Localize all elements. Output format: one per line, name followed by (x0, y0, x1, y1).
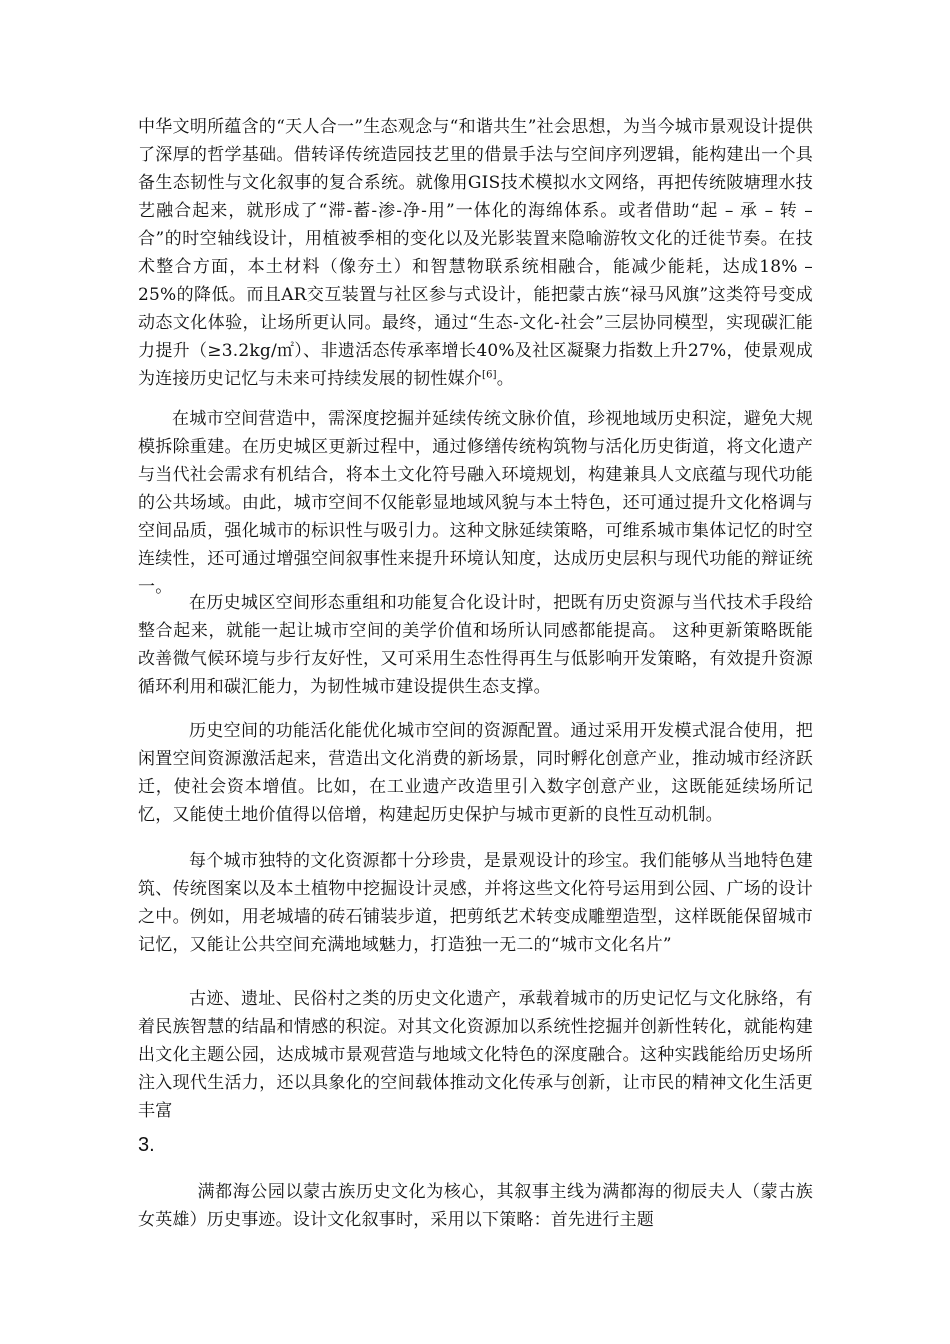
paragraph-6: 古迹、遗址、民俗村之类的历史文化遗产，承载着城市的历史记忆与文化脉络，有着民族智慧的结晶和情感的积淀。对其文化资源加以系统性挖掘并创新性转化，就能构建出文化主题公园，达成城市景观营造与地域文化特色的深度融合。这种实践能给历史场所注入现代生活力，还以具象化的空间载体推动文化传承与创新，让市民的精神文化生活更丰富 (138, 989, 813, 1121)
citation-6: [6] (482, 369, 497, 381)
paragraph-1-text: 中华文明所蕴含的“天人合一”生态观念与“和谐共生”社会思想，为当今城市景观设计提供了深厚的哲学基础。借转译传统造园技艺里的借景手法与空间序列逻辑，能构建出一个具备生态韧性与文化叙事的复合系统。就像用GIS技术模拟水文网络，再把传统陂塘理水技艺融合起来，就形成了“滞-蓄-渗-净-用”一体化的海绵体系。或者借助“起 – 承 – 转 – 合”的时空轴线设计，用植被季相的变化以及光影装置来隐喻游牧文化的迁徙节奏。在技术整合方面，本土材料（像夯土）和智慧物联系统相融合，能减少能耗，达成18% – 25%的降低。而且AR交互装置与社区参与式设计，能把蒙古族“禄马风旗”这类符号变成动态文化体验，让场所更认同。最终，通过“生态-文化-社会”三层协同模型，实现碳汇能力提升（≥3.2kg/㎡）、非遗活态传承率增长40%及社区凝聚力指数上升27%，使景观成为连接历史记忆与未来可持续发展的韧性媒介 (138, 117, 813, 389)
paragraph-3: 在历史城区空间形态重组和功能复合化设计时，把既有历史资源与当代技术手段给整合起来，就能一起让城市空间的美学价值和场所认同感都能提高。 这种更新策略既能改善微气候环境与步行友好性，又可采用生态性得再生与低影响开发策略，有效提升资源循环利用和碳汇能力，为韧性城市建设提供生态支撑。 (138, 593, 813, 697)
paragraph-1-tail: 。 (496, 369, 514, 389)
paragraph-2: 在城市空间营造中，需深度挖掘并延续传统文脉价值，珍视地域历史积淀，避免大规模拆除重建。在历史城区更新过程中，通过修缮传统构筑物与活化历史街道，将文化遗产与当代社会需求有机结合，将本土文化符号融入环境规划，构建兼具人文底蕴与现代功能的公共场域。由此，城市空间不仅能彰显地域风貌与本土特色，还可通过提升文化格调与空间品质，强化城市的标识性与吸引力。这种文脉延续策略，可维系城市集体记忆的时空连续性，还可通过增强空间叙事性来提升环境认知度，达成历史层积与现代功能的辩证统一。 (138, 409, 813, 597)
paragraph-7: 满都海公园以蒙古族历史文化为核心，其叙事主线为满都海的彻辰夫人（蒙古族女英雄）历史事迹。设计文化叙事时，采用以下策略：首先进行主题 (138, 1182, 813, 1230)
paragraph-1 (138, 113, 813, 393)
section-heading: 3. (138, 1134, 155, 1156)
paragraph-4: 历史空间的功能活化能优化城市空间的资源配置。通过采用开发模式混合使用，把闲置空间资源激活起来，营造出文化消费的新场景，同时孵化创意产业，推动城市经济跃迁，使社会资本增值。比如，在工业遗产改造里引入数字创意产业，这既能延续场所记忆，又能使土地价值得以倍增，构建起历史保护与城市更新的良性互动机制。 (138, 721, 813, 825)
paragraph-5: 每个城市独特的文化资源都十分珍贵，是景观设计的珍宝。我们能够从当地特色建筑、传统图案以及本土植物中挖掘设计灵感，并将这些文化符号运用到公园、广场的设计之中。例如，用老城墙的砖石铺装步道，把剪纸艺术转变成雕塑造型，这样既能保留城市记忆，又能让公共空间充满地域魅力，打造独一无二的“城市文化名片” (138, 851, 813, 955)
